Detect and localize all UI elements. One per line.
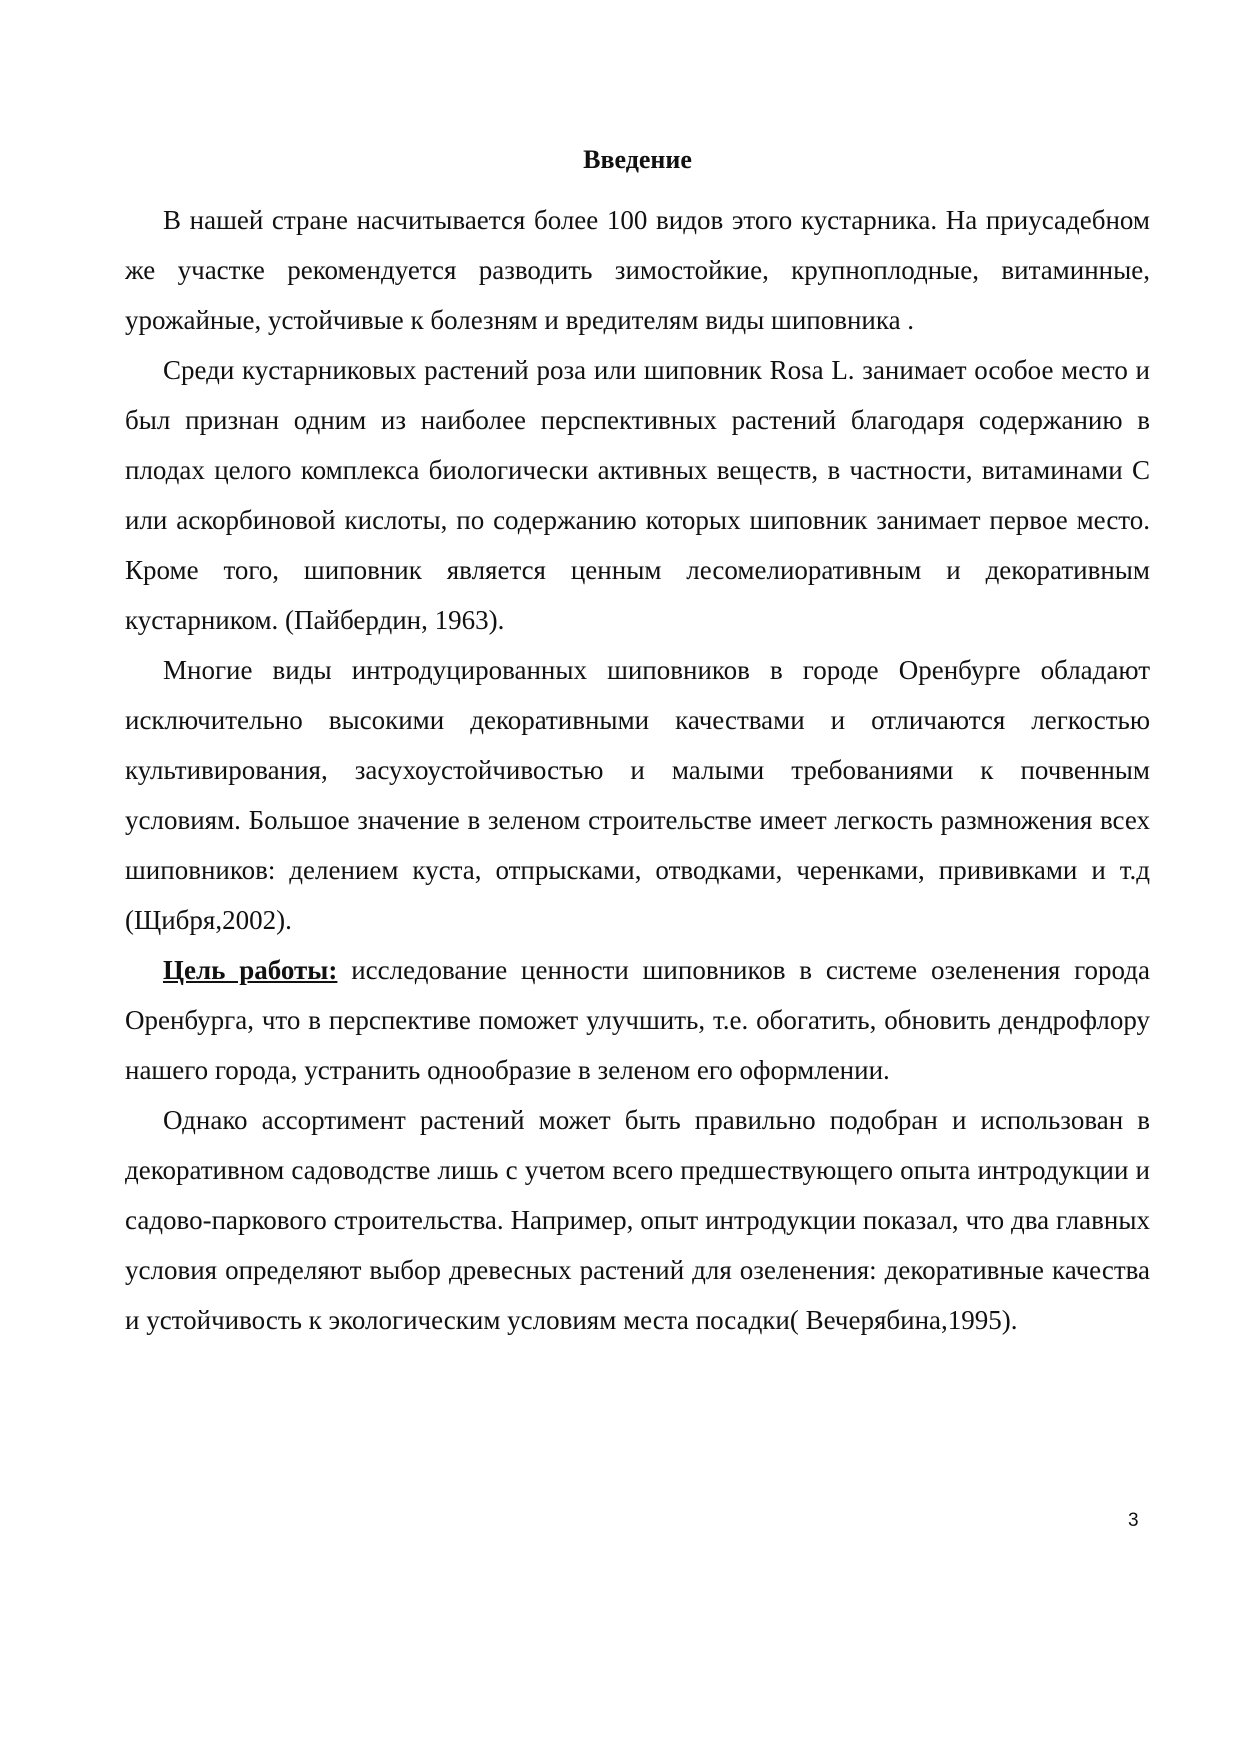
goal-text: исследование ценности шиповников в системе озеленения города Оренбурга, что в перспективе поможет улучшить, т.е. обогатить, обновить дендрофлору нашего города, устранить однообразие в зеленом его оформлении. bbox=[125, 955, 1150, 1085]
goal-label: Цель работы: bbox=[163, 955, 338, 985]
paragraph-assortment: Однако ассортимент растений может быть правильно подобран и использован в декоративном садоводстве лишь с учетом всего предшествующего опыта интродукции и садово-паркового строительства. Например, опыт интродукции показал, что два главных условия определяют выбор древесных растений для озеленения: декоративные качества и устойчивость к экологическим условиям места посадки( Вечерябина,1995). bbox=[125, 1105, 1150, 1335]
paragraph-goal bbox=[125, 945, 1150, 1095]
paragraph-intro: В нашей стране насчитывается более 100 видов этого кустарника. На приусадебном же участке рекомендуется разводить зимостойкие, крупноплодные, витаминные, урожайные, устойчивые к болезням и вредителям виды шиповника . bbox=[125, 205, 1150, 335]
paragraph-orenburg: Многие виды интродуцированных шиповников в городе Оренбурге обладают исключительно высокими декоративными качествами и отличаются легкостью культивирования, засухоустойчивостью и малыми требованиями к почвенным условиям. Большое значение в зеленом строительстве имеет легкость размножения всех шиповников: делением куста, отпрысками, отводками, черенками, прививками и т.д (Щибря,2002). bbox=[125, 655, 1150, 935]
page-number: 3 bbox=[1128, 1510, 1139, 1531]
page-title: Введение bbox=[583, 145, 692, 174]
document-body bbox=[125, 145, 1150, 1345]
paragraph-rosa: Среди кустарниковых растений роза или шиповник Rosa L. занимает особое место и был признан одним из наиболее перспективных растений благодаря содержанию в плодах целого комплекса биологически активных веществ, в частности, витаминами С или аскорбиновой кислоты, по содержанию которых шиповник занимает первое место. Кроме того, шиповник является ценным лесомелиоративным и декоративным кустарником. (Пайбердин, 1963). bbox=[125, 355, 1150, 635]
